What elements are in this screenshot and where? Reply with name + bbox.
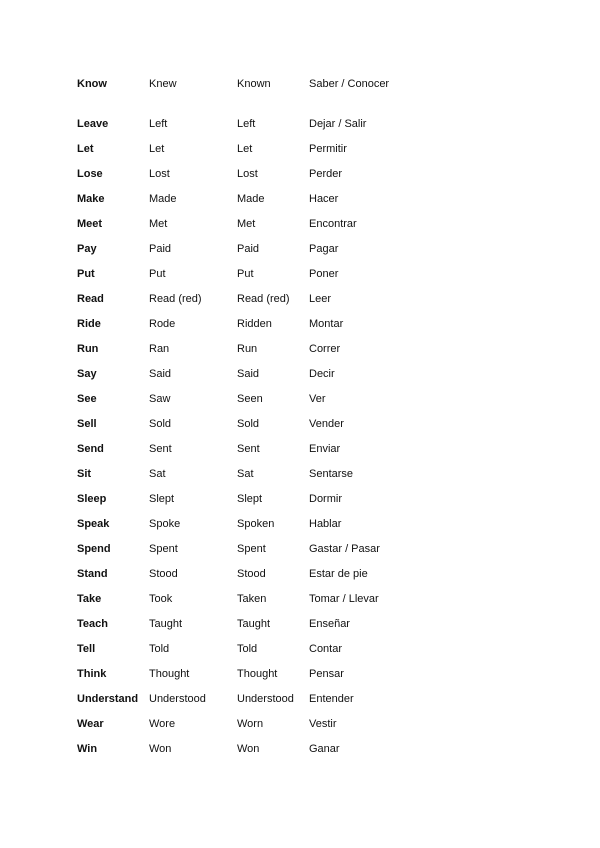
table-row	[77, 642, 417, 667]
past-participle-cell: Let	[237, 143, 253, 155]
past-simple-cell: Wore	[149, 718, 176, 730]
past-participle-cell: Read (red)	[237, 293, 290, 305]
base-form-cell: Think	[77, 668, 107, 680]
past-participle-cell: Met	[237, 218, 256, 230]
spanish-translation-cell: Hablar	[309, 518, 342, 530]
spanish-translation-cell: Pensar	[309, 668, 344, 680]
past-participle-cell: Lost	[237, 168, 258, 180]
past-simple-cell: Left	[149, 118, 168, 130]
spanish-translation-cell: Leer	[309, 293, 332, 305]
past-participle-cell: Thought	[237, 668, 278, 680]
past-simple-cell: Slept	[149, 493, 175, 505]
spanish-translation-cell: Vender	[309, 418, 344, 430]
table-row	[77, 117, 417, 142]
base-form-cell: Read	[77, 293, 104, 305]
table-row	[77, 167, 417, 192]
past-simple-cell: Put	[149, 268, 166, 280]
past-simple-cell: Rode	[149, 318, 176, 330]
spanish-translation-cell: Montar	[309, 318, 344, 330]
base-form-cell: Know	[77, 78, 107, 90]
past-participle-cell: Stood	[237, 568, 266, 580]
base-form-cell: Wear	[77, 718, 104, 730]
base-form-cell: Take	[77, 593, 102, 605]
past-participle-cell: Spent	[237, 543, 266, 555]
table-row	[77, 567, 417, 592]
spanish-translation-cell: Tomar / Llevar	[309, 593, 379, 605]
table-row	[77, 77, 417, 117]
table-row	[77, 192, 417, 217]
past-simple-cell: Sent	[149, 443, 172, 455]
past-simple-cell: Thought	[149, 668, 190, 680]
past-participle-cell: Slept	[237, 493, 263, 505]
base-form-cell: Send	[77, 443, 104, 455]
spanish-translation-cell: Decir	[309, 368, 335, 380]
table-row	[77, 217, 417, 242]
spanish-translation-cell: Encontrar	[309, 218, 357, 230]
table-row	[77, 367, 417, 392]
past-participle-cell: Taught	[237, 618, 271, 630]
spanish-translation-cell: Vestir	[309, 718, 337, 730]
table-row	[77, 717, 417, 742]
past-simple-cell: Read (red)	[149, 293, 202, 305]
base-form-cell: Win	[77, 743, 98, 755]
past-simple-cell: Ran	[149, 343, 170, 355]
past-simple-cell: Spoke	[149, 518, 181, 530]
past-simple-cell: Sat	[149, 468, 166, 480]
base-form-cell: Understand	[77, 693, 139, 705]
table-row	[77, 267, 417, 292]
table-row	[77, 617, 417, 642]
past-simple-cell: Said	[149, 368, 172, 380]
past-simple-cell: Understood	[149, 693, 206, 705]
past-participle-cell: Taken	[237, 593, 267, 605]
past-participle-cell: Understood	[237, 693, 294, 705]
spanish-translation-cell: Ganar	[309, 743, 340, 755]
table-row	[77, 692, 417, 717]
past-participle-cell: Paid	[237, 243, 260, 255]
spanish-translation-cell: Saber / Conocer	[309, 78, 390, 90]
base-form-cell: Spend	[77, 543, 111, 555]
table-row	[77, 417, 417, 442]
past-simple-cell: Made	[149, 193, 177, 205]
table-row	[77, 242, 417, 267]
table-row	[77, 592, 417, 617]
past-participle-cell: Run	[237, 343, 258, 355]
table-row	[77, 492, 417, 517]
past-simple-cell: Taught	[149, 618, 183, 630]
table-row	[77, 317, 417, 342]
spanish-translation-cell: Perder	[309, 168, 343, 180]
past-participle-cell: Sold	[237, 418, 260, 430]
spanish-translation-cell: Gastar / Pasar	[309, 543, 380, 555]
spanish-translation-cell: Estar de pie	[309, 568, 368, 580]
base-form-cell: Stand	[77, 568, 108, 580]
base-form-cell: Let	[77, 143, 94, 155]
base-form-cell: Sleep	[77, 493, 107, 505]
table-row	[77, 667, 417, 692]
base-form-cell: Speak	[77, 518, 110, 530]
spanish-translation-cell: Pagar	[309, 243, 339, 255]
past-participle-cell: Told	[237, 643, 258, 655]
base-form-cell: Make	[77, 193, 105, 205]
past-participle-cell: Put	[237, 268, 254, 280]
past-participle-cell: Sent	[237, 443, 260, 455]
table-row	[77, 542, 417, 567]
table-row	[77, 342, 417, 367]
past-simple-cell: Lost	[149, 168, 170, 180]
table-row	[77, 517, 417, 542]
past-simple-cell: Spent	[149, 543, 178, 555]
table-row	[77, 392, 417, 417]
base-form-cell: Teach	[77, 618, 108, 630]
past-participle-cell: Worn	[237, 718, 264, 730]
past-simple-cell: Let	[149, 143, 165, 155]
past-participle-cell: Known	[237, 78, 271, 90]
table-row	[77, 442, 417, 467]
base-form-cell: Lose	[77, 168, 103, 180]
base-form-cell: Sell	[77, 418, 97, 430]
table-row	[77, 742, 417, 767]
base-form-cell: Say	[77, 368, 97, 380]
base-form-cell: Tell	[77, 643, 96, 655]
spanish-translation-cell: Permitir	[309, 143, 347, 155]
base-form-cell: See	[77, 393, 97, 405]
spanish-translation-cell: Dejar / Salir	[309, 118, 367, 130]
spanish-translation-cell: Sentarse	[309, 468, 354, 480]
past-participle-cell: Seen	[237, 393, 263, 405]
past-simple-cell: Sold	[149, 418, 172, 430]
past-simple-cell: Told	[149, 643, 170, 655]
past-participle-cell: Sat	[237, 468, 254, 480]
table-row	[77, 292, 417, 317]
past-simple-cell: Took	[149, 593, 173, 605]
past-participle-cell: Made	[237, 193, 265, 205]
base-form-cell: Pay	[77, 243, 97, 255]
past-participle-cell: Won	[237, 743, 260, 755]
base-form-cell: Run	[77, 343, 99, 355]
base-form-cell: Ride	[77, 318, 101, 330]
past-simple-cell: Paid	[149, 243, 172, 255]
spanish-translation-cell: Entender	[309, 693, 354, 705]
spanish-translation-cell: Correr	[309, 343, 341, 355]
spanish-translation-cell: Ver	[309, 393, 326, 405]
base-form-cell: Meet	[77, 218, 103, 230]
base-form-cell: Leave	[77, 118, 109, 130]
base-form-cell: Sit	[77, 468, 92, 480]
spanish-translation-cell: Poner	[309, 268, 339, 280]
table-row	[77, 142, 417, 167]
past-participle-cell: Said	[237, 368, 260, 380]
past-simple-cell: Met	[149, 218, 168, 230]
past-simple-cell: Saw	[149, 393, 171, 405]
past-simple-cell: Stood	[149, 568, 178, 580]
base-form-cell: Put	[77, 268, 95, 280]
spanish-translation-cell: Contar	[309, 643, 343, 655]
irregular-verb-table	[77, 77, 417, 767]
spanish-translation-cell: Dormir	[309, 493, 342, 505]
past-participle-cell: Left	[237, 118, 256, 130]
spanish-translation-cell: Enseñar	[309, 618, 350, 630]
past-participle-cell: Ridden	[237, 318, 272, 330]
past-simple-cell: Knew	[149, 78, 177, 90]
past-participle-cell: Spoken	[237, 518, 275, 530]
spanish-translation-cell: Hacer	[309, 193, 339, 205]
past-simple-cell: Won	[149, 743, 172, 755]
spanish-translation-cell: Enviar	[309, 443, 341, 455]
table-row	[77, 467, 417, 492]
